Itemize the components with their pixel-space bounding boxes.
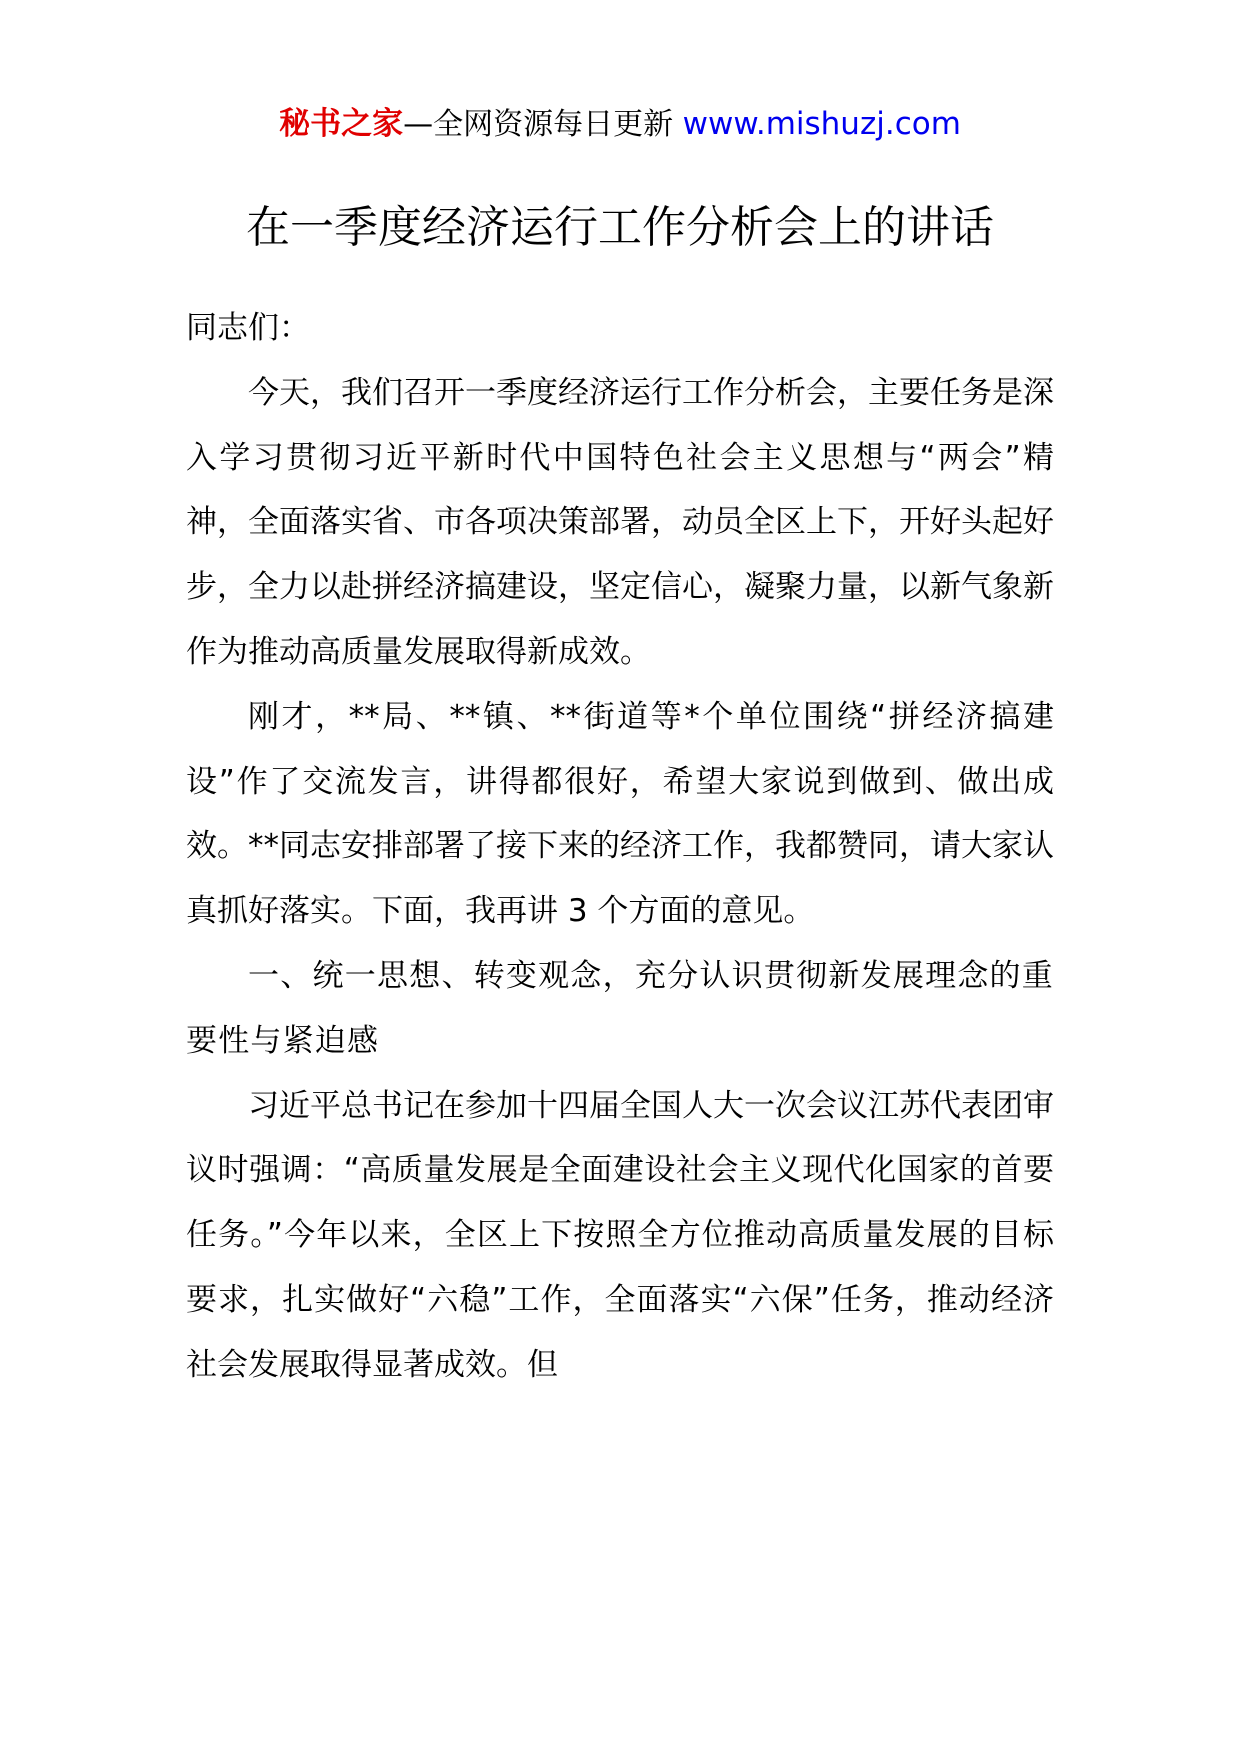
document-body bbox=[186, 296, 1054, 1398]
site-brand: 秘书之家 bbox=[279, 106, 404, 142]
site-url-link[interactable]: www.mishuzj.com bbox=[682, 106, 961, 142]
paragraph-intro: 今天，我们召开一季度经济运行工作分析会，主要任务是深入学习贯彻习近平新时代中国特色社会主义思想与“两会”精神，全面落实省、市各项决策部署，动员全区上下，开好头起好步，全力以赴拼经济搞建设，坚定信心，凝聚力量，以新气象新作为推动高质量发展取得新成效。 bbox=[186, 374, 1054, 670]
site-slogan: —全网资源每日更新 bbox=[403, 107, 683, 142]
section-heading: 一、统一思想、转变观念，充分认识贯彻新发展理念的重要性与紧迫感 bbox=[186, 957, 1054, 1059]
site-header bbox=[0, 100, 1240, 149]
paragraph-summary: 刚才，**局、**镇、**街道等*个单位围绕“拼经济搞建设”作了交流发言，讲得都很好，希望大家说到做到、做出成效。**同志安排部署了接下来的经济工作，我都赞同，请大家认真抓好落实。下面，我再讲 3 个方面的意见。 bbox=[186, 698, 1054, 930]
document-title: 在一季度经济运行工作分析会上的讲话 bbox=[246, 202, 994, 253]
section-paragraph: 习近平总书记在参加十四届全国人大一次会议江苏代表团审议时强调：“高质量发展是全面建设社会主义现代化国家的首要任务。”今年以来，全区上下按照全方位推动高质量发展的目标要求，扎实做好“六稳”工作，全面落实“六保”任务，推动经济社会发展取得显著成效。但 bbox=[186, 1087, 1054, 1383]
salutation: 同志们： bbox=[186, 310, 310, 346]
